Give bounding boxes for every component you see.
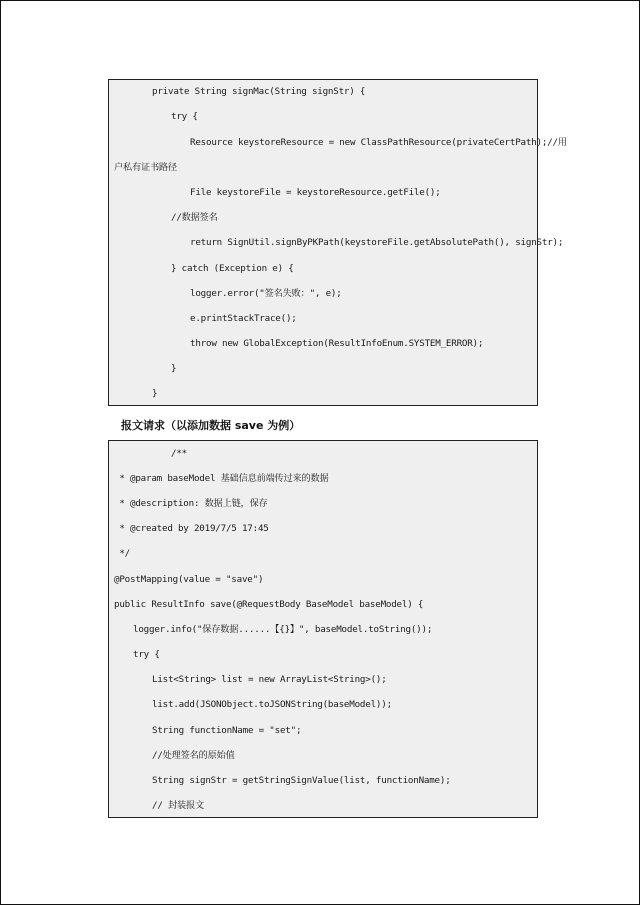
code-line: logger.info("保存数据......【{}】", baseModel.toString());	[133, 624, 433, 635]
code-line: List<String> list = new ArrayList<String>();	[152, 674, 387, 685]
code-line: try {	[133, 649, 160, 660]
section-heading: 报文请求（以添加数据 save 为例）	[121, 419, 301, 432]
code-line: * @created by 2019/7/5 17:45	[114, 523, 269, 534]
code-line: /**	[171, 448, 187, 459]
code-line: * @description: 数据上链，保存	[114, 498, 268, 509]
code-line: }	[152, 388, 158, 399]
code-line: */	[114, 548, 130, 559]
code-line: public ResultInfo save(@RequestBody BaseModel baseModel) {	[114, 599, 424, 610]
code-line: logger.error("签名失败：", e);	[190, 288, 342, 299]
code-line: Resource keystoreResource = new ClassPathResource(privateCertPath);//用	[190, 137, 567, 148]
code-line: * @param baseModel 基础信息前端传过来的数据	[114, 473, 329, 484]
code-line: String signStr = getStringSignValue(list, functionName);	[152, 775, 451, 786]
code-line: try {	[171, 111, 198, 122]
code-line: private String signMac(String signStr) {	[152, 86, 366, 97]
code-line: throw new GlobalException(ResultInfoEnum.SYSTEM_ERROR);	[190, 338, 484, 349]
code-line: //处理签名的原始值	[152, 750, 235, 761]
code-line: }	[171, 363, 177, 374]
code-line: //数据签名	[171, 212, 218, 223]
code-line: } catch (Exception e) {	[171, 263, 294, 274]
code-line: return SignUtil.signByPKPath(keystoreFile.getAbsolutePath(), signStr);	[190, 237, 564, 248]
code-line: e.printStackTrace();	[190, 313, 297, 324]
code-line: 户私有证书路径	[114, 162, 177, 173]
code-line: list.add(JSONObject.toJSONString(baseModel));	[152, 699, 392, 710]
code-line: File keystoreFile = keystoreResource.getFile();	[190, 187, 441, 198]
code-line: // 封装报文	[152, 800, 204, 811]
code-line: String functionName = "set";	[152, 725, 302, 736]
code-line: @PostMapping(value = "save")	[114, 574, 264, 585]
